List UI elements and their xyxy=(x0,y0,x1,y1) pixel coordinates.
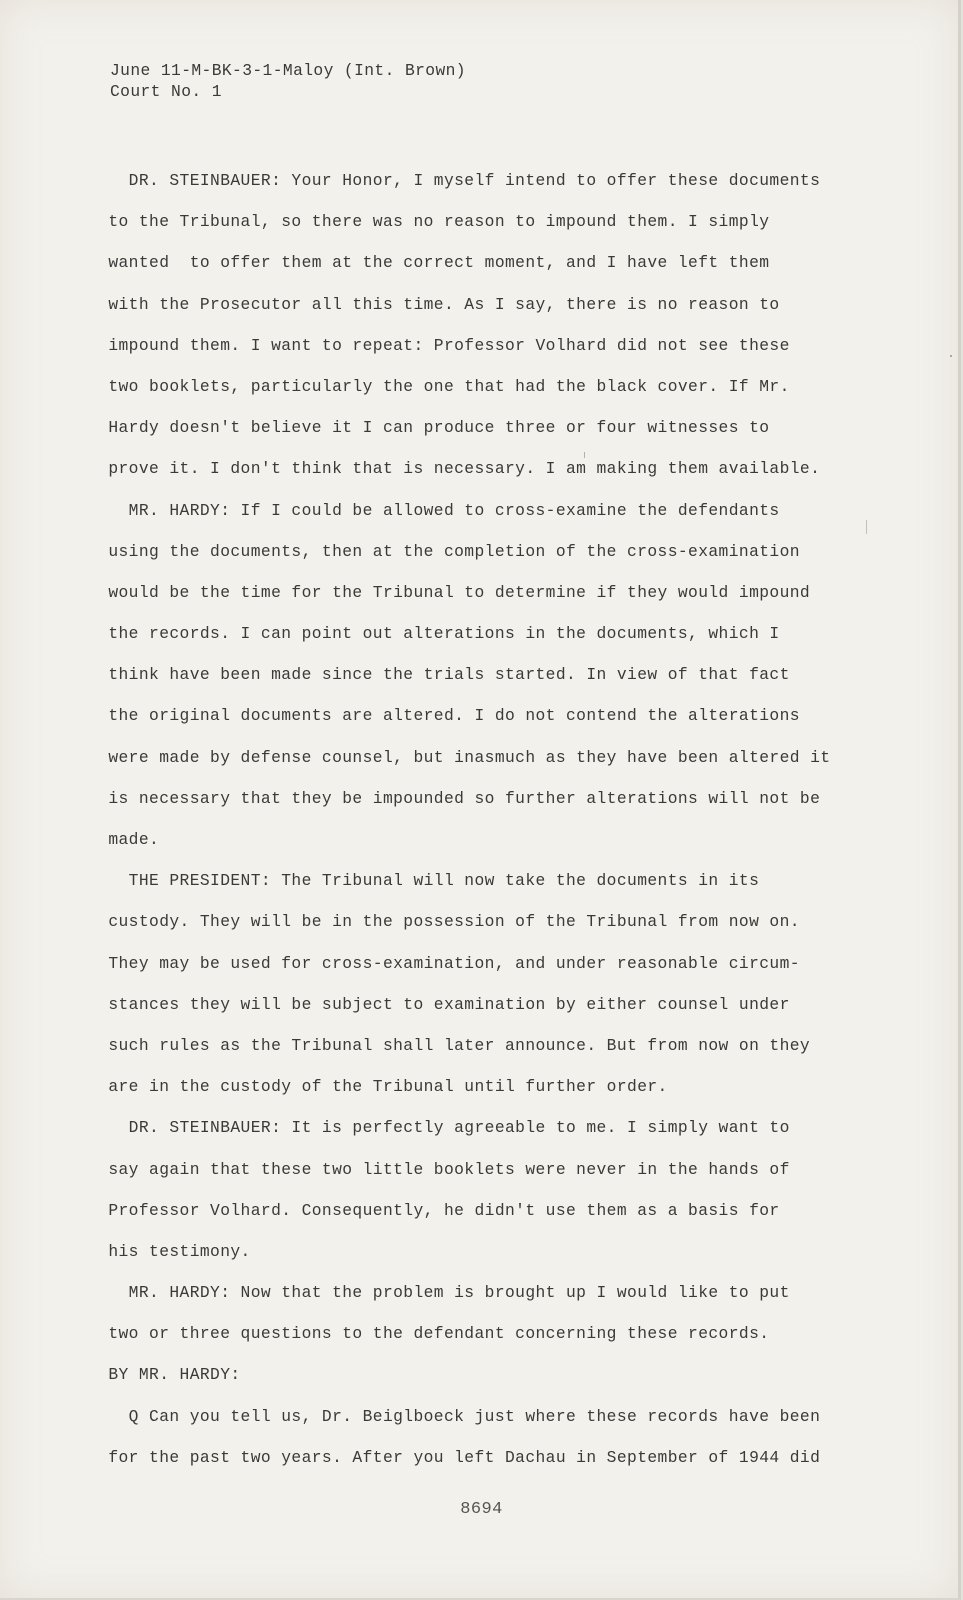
transcript-line: Professor Volhard. Consequently, he didn't use them as a basis for xyxy=(88,1200,780,1220)
transcript-line: two booklets, particularly the one that had the black cover. If Mr. xyxy=(88,376,790,396)
transcript-line: custody. They will be in the possession of the Tribunal from now on. xyxy=(88,912,800,932)
transcript-body xyxy=(88,160,858,1478)
transcript-line: Hardy doesn't believe it I can produce three or four witnesses to xyxy=(88,418,770,438)
transcript-line: They may be used for cross-examination, and under reasonable circum- xyxy=(88,953,800,973)
transcript-line: THE PRESIDENT: The Tribunal will now take the documents in its xyxy=(88,871,760,891)
transcript-line: say again that these two little booklets were never in the hands of xyxy=(88,1159,790,1179)
transcript-line: is necessary that they be impounded so further alterations will not be xyxy=(88,788,821,808)
transcript-line: wanted to offer them at the correct moment, and I have left them xyxy=(88,253,770,273)
transcript-line: made. xyxy=(88,830,160,849)
header-court: Court No. 1 xyxy=(110,82,222,101)
transcript-line: DR. STEINBAUER: It is perfectly agreeable to me. I simply want to xyxy=(88,1118,790,1138)
paper-speck xyxy=(866,520,867,534)
transcript-line: stances they will be subject to examination by either counsel under xyxy=(88,994,790,1014)
transcript-line: with the Prosecutor all this time. As I say, there is no reason to xyxy=(88,294,780,314)
transcript-line: for the past two years. After you left Dachau in September of 1944 did xyxy=(88,1447,821,1467)
transcript-line: such rules as the Tribunal shall later announce. But from now on they xyxy=(88,1035,811,1055)
transcript-line: MR. HARDY: If I could be allowed to cross-examine the defendants xyxy=(88,500,780,520)
transcript-line: would be the time for the Tribunal to determine if they would impound xyxy=(88,582,811,602)
page-number: 8694 xyxy=(460,1500,503,1519)
document-header xyxy=(110,60,466,102)
paper-speck xyxy=(584,452,585,458)
transcript-line: the records. I can point out alterations in the documents, which I xyxy=(88,624,780,644)
transcript-line: BY MR. HARDY: xyxy=(88,1365,241,1385)
transcript-line: were made by defense counsel, but inasmuch as they have been altered it xyxy=(88,747,831,767)
transcript-line: are in the custody of the Tribunal until further order. xyxy=(88,1077,668,1097)
transcript-line: DR. STEINBAUER: Your Honor, I myself intend to offer these documents xyxy=(88,171,821,190)
transcript-line: to the Tribunal, so there was no reason to impound them. I simply xyxy=(88,212,770,232)
header-reference: June 11-M-BK-3-1-Maloy (Int. Brown) xyxy=(110,61,466,80)
transcript-line: Q Can you tell us, Dr. Beiglboeck just where these records have been xyxy=(88,1406,821,1426)
transcript-line: the original documents are altered. I do not contend the alterations xyxy=(88,706,800,726)
transcript-line: prove it. I don't think that is necessary. I am making them available. xyxy=(88,459,821,479)
transcript-line: two or three questions to the defendant concerning these records. xyxy=(88,1324,770,1344)
transcript-line: his testimony. xyxy=(88,1241,251,1261)
paper-speck xyxy=(950,355,952,357)
transcript-line: impound them. I want to repeat: Professor Volhard did not see these xyxy=(88,335,790,355)
transcript-line: MR. HARDY: Now that the problem is brought up I would like to put xyxy=(88,1283,790,1303)
transcript-line: using the documents, then at the completion of the cross-examination xyxy=(88,541,800,561)
transcript-line: think have been made since the trials started. In view of that fact xyxy=(88,665,790,685)
